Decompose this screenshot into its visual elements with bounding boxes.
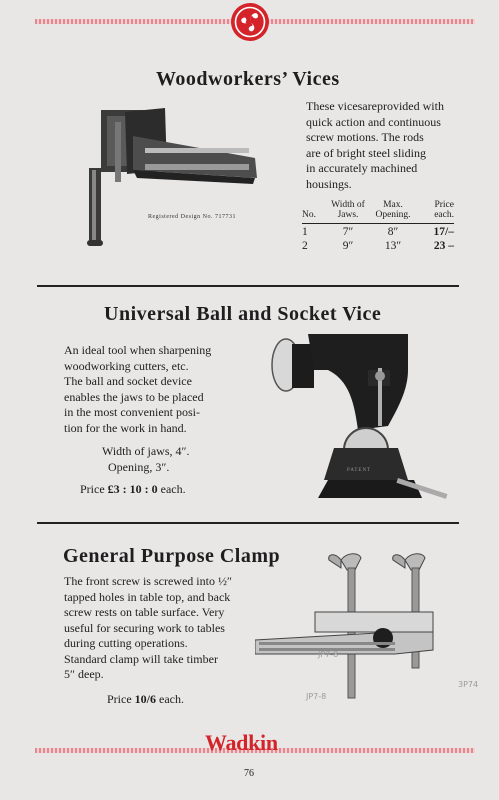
table-header: Width of Jaws. xyxy=(326,200,370,224)
table-cell: 9″ xyxy=(342,240,354,252)
ball-socket-description-line: in the most convenient posi- xyxy=(64,405,200,419)
section-divider xyxy=(37,522,459,524)
table-header: Price each. xyxy=(416,200,454,224)
table-row xyxy=(302,224,454,239)
jaw-width-spec: Width of jaws, 4″. xyxy=(102,444,190,458)
ball-socket-price xyxy=(80,482,186,497)
table-cell: 13″ xyxy=(384,240,402,252)
opening-spec: Opening, 3″. xyxy=(108,460,170,474)
pencil-annotation: JP7-8 xyxy=(306,692,327,701)
pencil-annotation: JP7-8 xyxy=(318,650,339,659)
table-row xyxy=(302,238,454,252)
ball-socket-description-line: An ideal tool when sharpening xyxy=(64,343,212,357)
clamp-description xyxy=(64,574,268,683)
ball-socket-vice-illustration xyxy=(258,330,458,510)
vices-description-line: in accurately machined xyxy=(306,161,418,175)
woodworkers-vice-illustration xyxy=(85,95,265,255)
price-value: 10/6 xyxy=(134,692,156,706)
price-suffix: each. xyxy=(159,692,184,706)
clamp-description-line: 5″ deep. xyxy=(64,667,104,681)
vices-description xyxy=(306,99,452,192)
vices-description-line: These vicesareprovided with xyxy=(306,99,444,113)
page-number: 76 xyxy=(244,768,254,779)
price-value: £3 : 10 : 0 xyxy=(107,482,158,496)
ball-socket-description-line: tion for the work in hand. xyxy=(64,420,187,435)
table-cell: 8″ xyxy=(387,226,399,238)
triskele-logo-icon xyxy=(230,2,270,42)
general-purpose-clamp-illustration xyxy=(255,550,455,720)
table-cell: 17/– xyxy=(433,226,454,238)
clamp-description-line: Standard clamp will take timber xyxy=(64,651,218,666)
ball-socket-description-line: The ball and socket device xyxy=(64,374,192,388)
table-cell: 7″ xyxy=(342,226,354,238)
table-cell: 1 xyxy=(302,226,308,238)
ball-socket-description-line: enables the jaws to be placed xyxy=(64,389,204,404)
clamp-price xyxy=(107,692,184,707)
clamp-description-line: The front screw is screwed into ½″ xyxy=(64,574,232,588)
vices-description-line: quick action and continuous xyxy=(306,114,441,129)
clamp-description-line: screw rests on table surface. Very xyxy=(64,605,225,619)
vices-description-line: housings. xyxy=(306,176,352,191)
ball-socket-vice-title: Universal Ball and Socket Vice xyxy=(104,303,382,325)
vices-description-line: screw motions. The rods xyxy=(306,130,424,144)
price-prefix: Price xyxy=(80,482,105,496)
ball-socket-description xyxy=(64,343,226,436)
woodworkers-vices-title: Woodworkers’ Vices xyxy=(156,68,340,90)
price-prefix: Price xyxy=(107,692,132,706)
clamp-description-line: tapped holes in table top, and back xyxy=(64,589,231,604)
price-suffix: each. xyxy=(160,482,186,496)
ball-socket-description-line: woodworking cutters, etc. xyxy=(64,358,189,373)
pencil-annotation: 3P74 xyxy=(458,680,479,689)
wadkin-logo: Wadkin xyxy=(205,730,278,755)
vices-description-line: are of bright steel sliding xyxy=(306,145,426,160)
clamp-description-line: useful for securing work to tables xyxy=(64,620,225,635)
vices-spec-table xyxy=(302,200,454,252)
clamp-description-line: during cutting operations. xyxy=(64,636,188,650)
table-header: No. xyxy=(302,200,326,224)
section-divider xyxy=(37,285,459,287)
registered-design-number: Registered Design No. 717731 xyxy=(148,214,236,220)
general-purpose-clamp-title: General Purpose Clamp xyxy=(63,545,281,567)
table-cell: 23 – xyxy=(433,240,454,252)
table-header: Max. Opening. xyxy=(370,200,416,224)
patent-mark: PATENT xyxy=(347,468,372,473)
table-cell: 2 xyxy=(302,240,308,252)
